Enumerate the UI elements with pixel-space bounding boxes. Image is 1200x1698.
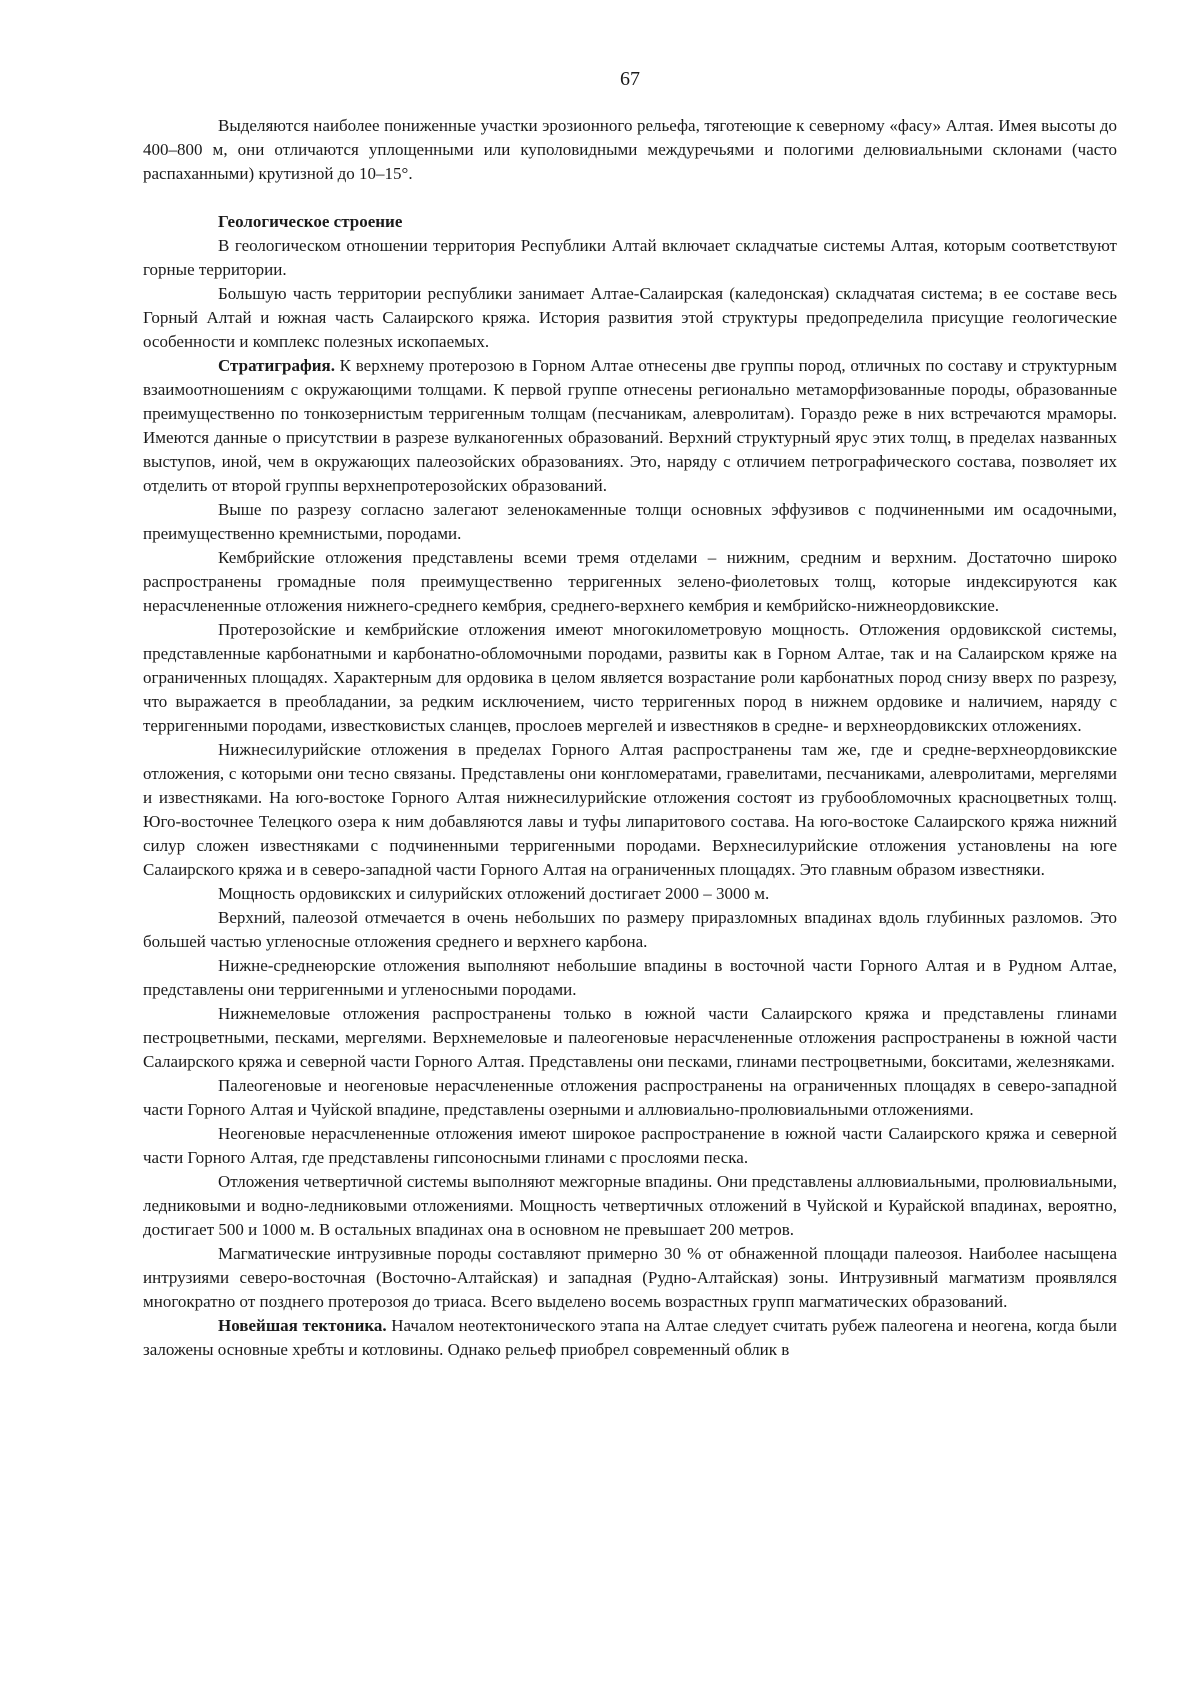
paragraph: Верхний, палеозой отмечается в очень небольших по размеру приразломных впадинах вдоль глубинных разломов. Это большей частью угленосные отложения среднего и верхнего карбона. [143, 908, 1117, 951]
tectonics-paragraph [143, 1314, 1117, 1362]
paragraph: Палеогеновые и неогеновые нерасчлененные отложения распространены на ограниченных площадях в северо-западной части Горного Алтая и Чуйской впадине, представлены озерными и аллювиально-пролювиальными отложениями. [143, 1076, 1117, 1119]
paragraph: Выше по разрезу согласно залегают зеленокаменные толщи основных эффузивов с подчиненными им осадочными, преимущественно кремнистыми, породами. [143, 500, 1117, 543]
document-page [143, 66, 1117, 1362]
paragraph: Нижнемеловые отложения распространены только в южной части Салаирского кряжа и представлены глинами пестроцветными, песками, мергелями. Верхнемеловые и палеогеновые нерасчлененные отложения распространены в южной части Салаирского кряжа и северной части Горного Алтая. Представлены они песками, глинами пестроцветными, бокситами, железняками. [143, 1004, 1117, 1071]
tectonics-text: Началом неотектонического этапа на Алтае следует считать рубеж палеогена и неогена, когда были заложены основные хребты и котловины. Однако рельеф приобрел современный облик в [143, 1316, 1117, 1359]
paragraph: Нижне-среднеюрские отложения выполняют небольшие впадины в восточной части Горного Алтая и в Рудном Алтае, представлены они терригенными и угленосными породами. [143, 956, 1117, 999]
section-heading: Геологическое строение [218, 212, 403, 231]
tectonics-heading: Новейшая тектоника. [218, 1316, 387, 1335]
paragraph: Нижнесилурийские отложения в пределах Горного Алтая распространены там же, где и средне-верхнеордовикские отложения, с которыми они тесно связаны. Представлены они конгломератами, гравелитами, песчаниками, алевролитами, мергелями и известняками. На юго-востоке Горного Алтая нижнесилурийские отложения состоят из грубообломочных красноцветных толщ. Юго-восточнее Телецкого озера к ним добавляются лавы и туфы липаритового состава. На юго-востоке Салаирского кряжа нижний силур сложен известняками с подчиненными терригенными породами. Верхнесилурийские отложения установлены на юге Салаирского кряжа и в северо-западной части Горного Алтая на ограниченных площадях. Это главным образом известняки. [143, 740, 1117, 879]
paragraph: В геологическом отношении территория Республики Алтай включает складчатые системы Алтая, которым соответствуют горные территории. [143, 236, 1117, 279]
stratigraphy-paragraph [143, 354, 1117, 498]
stratigraphy-heading: Стратиграфия. [218, 356, 335, 375]
paragraph: Мощность ордовикских и силурийских отложений достигает 2000 – 3000 м. [218, 884, 770, 903]
paragraph: Большую часть территории республики занимает Алтае-Салаирская (каледонская) складчатая система; в ее составе весь Горный Алтай и южная часть Салаирского кряжа. История развития этой структуры предопределила присущие геологические особенности и комплекс полезных ископаемых. [143, 284, 1117, 351]
intro-paragraph: Выделяются наиболее пониженные участки эрозионного рельефа, тяготеющие к северному «фасу» Алтая. Имея высоты до 400–800 м, они отличаются уплощенными или куполовидными междуречьями и пологими делювиальными склонами (часто распаханными) крутизной до 10–15°. [143, 116, 1117, 183]
paragraph: Кембрийские отложения представлены всеми тремя отделами – нижним, средним и верхним. Достаточно широко распространены громадные поля преимущественно терригенных зелено-фиолетовых толщ, которые индексируются как нерасчлененные отложения нижнего-среднего кембрия, среднего-верхнего кембрия и кембрийско-нижнеордовикские. [143, 548, 1117, 615]
paragraph: Отложения четвертичной системы выполняют межгорные впадины. Они представлены аллювиальными, пролювиальными, ледниковыми и водно-ледниковыми отложениями. Мощность четвертичных отложений в Чуйской и Курайской впадинах, вероятно, достигает 500 и 1000 м. В остальных впадинах она в основном не превышает 200 метров. [143, 1172, 1117, 1239]
stratigraphy-text: К верхнему протерозою в Горном Алтае отнесены две группы пород, отличных по составу и структурным взаимоотношениям с окружающими толщами. К первой группе отнесены регионально метаморфизованные породы, образованные преимущественно по тонкозернистым терригенным толщам (песчаникам, алевролитам). Гораздо реже в них встречаются мраморы. Имеются данные о присутствии в разрезе вулканогенных образований. Верхний структурный ярус этих толщ, в пределах названных выступов, иной, чем в окружающих палеозойских образованиях. Это, наряду с отличием петрографического состава, позволяет их отделить от второй группы верхнепротерозойских образований. [143, 356, 1117, 495]
paragraph: Неогеновые нерасчлененные отложения имеют широкое распространение в южной части Салаирского кряжа и северной части Горного Алтая, где представлены гипсоносными глинами с прослоями песка. [143, 1124, 1117, 1167]
page-number: 67 [620, 68, 640, 90]
paragraph: Протерозойские и кембрийские отложения имеют многокилометровую мощность. Отложения ордовикской системы, представленные карбонатными и карбонатно-обломочными породами, развиты как в Горном Алтае, так и на Салаирском кряже на ограниченных площадях. Характерным для ордовика в целом является возрастание роли карбонатных пород снизу вверх по разрезу, что выражается в преобладании, за редким исключением, чисто терригенных пород в нижнем ордовике и наличием, наряду с терригенными породами, известковистых сланцев, прослоев мергелей и известняков в средне- и верхнеордовикских отложениях. [143, 620, 1117, 735]
paragraph: Магматические интрузивные породы составляют примерно 30 % от обнаженной площади палеозоя. Наиболее насыщена интрузиями северо-восточная (Восточно-Алтайская) и западная (Рудно-Алтайская) зоны. Интрузивный магматизм проявлялся многократно от позднего протерозоя до триаса. Всего выделено восемь возрастных групп магматических образований. [143, 1244, 1117, 1311]
